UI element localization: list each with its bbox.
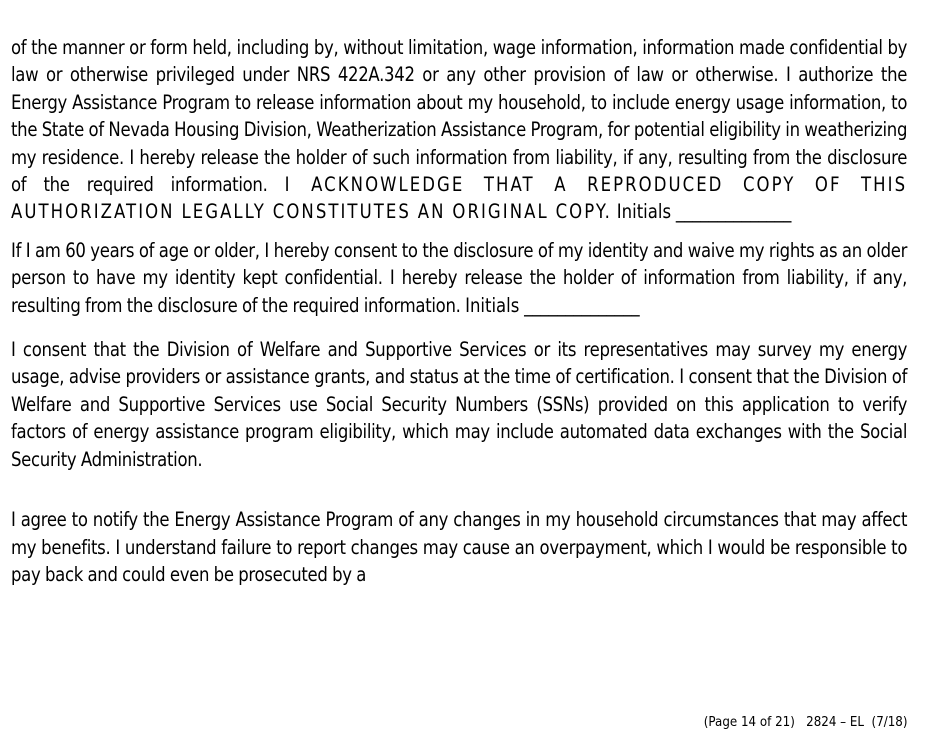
initials-field: Initials ______________ [611, 200, 792, 224]
older-person-consent-text: If I am 60 years of age or older, I hereby consent to the disclosure of my identity and waive my rights as an older person to have my identity kept confidential. I hereby release the holder of information from liability, if any, resulting from the disclosure of the required information. [11, 238, 908, 317]
survey-consent-paragraph [11, 336, 907, 473]
change-notification-text: I agree to notify the Energy Assistance Program of any changes in my household circumstances that may affect my benefits. I understand failure to report changes may cause an overpayment, which I would be responsible to pay back and could even be prosecuted by a [11, 508, 908, 586]
reproduced-copy-acknowledgement: I ACKNOWLEDGE THAT A REPRODUCED COPY OF THIS AUTHORIZATION LEGALLY CONSTITUTES AN ORIGINAL COPY. [11, 173, 908, 224]
older-person-consent-paragraph [11, 237, 907, 319]
page-footer: (Page 14 of 21) 2824 – EL (7/18) [704, 714, 908, 730]
survey-consent-text: I consent that the Division of Welfare and Supportive Services or its representatives may survey my energy usage, advise providers or assistance grants, and status at the time of certification. I consent that the Division of Welfare and Supportive Services use Social Security Numbers (SSNs) provided on this application to verify factors of energy assistance program eligibility, which may include automated data exchanges with the Social Security Administration. [11, 338, 908, 471]
authorization-paragraph [11, 34, 907, 226]
initials-field: Initials ______________ [465, 293, 640, 317]
document-body [11, 34, 907, 588]
change-notification-paragraph [11, 506, 907, 588]
authorization-text: of the manner or form held, including by, without limitation, wage information, information made confidential by law or otherwise privileged under NRS 422A.342 or any other provision of law or otherwise. I authorize the Energy Assistance Program to release information about my household, to include energy usage information, to the State of Nevada Housing Division, Weatherization Assistance Program, for potential eligibility in weatherizing my residence. I hereby release the holder of such information from liability, if any, resulting from the disclosure of the required information. [11, 36, 908, 197]
